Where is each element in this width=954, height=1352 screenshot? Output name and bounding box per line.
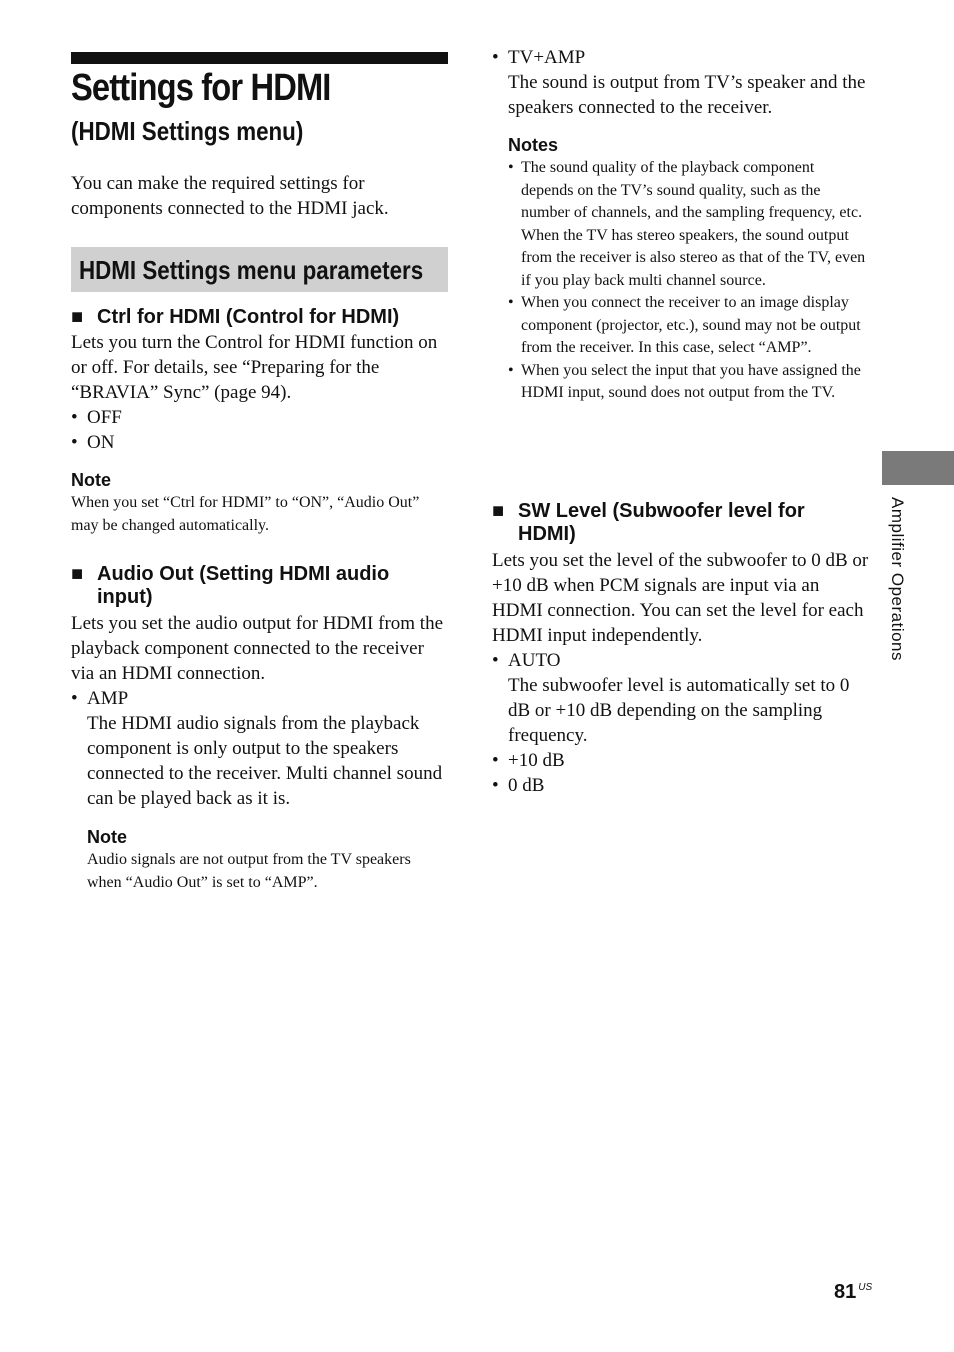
ctrl-section <box>71 306 449 537</box>
section-band <box>71 247 448 292</box>
list-item: • When you connect the receiver to an image display component (projector, etc.), sound may not be output from the receiver. In this case, select “AMP”. <box>508 292 870 360</box>
square-bullet-icon: ■ <box>71 563 84 585</box>
list-item: • 0 dB <box>492 773 872 798</box>
amp-note-heading: Note <box>87 827 127 847</box>
intro-text: You can make the required settings for components connected to the HDMI jack. <box>71 173 389 219</box>
notes-heading: Notes <box>508 135 559 155</box>
tvamp-label: TV+AMP <box>508 47 586 68</box>
audio-options-cont <box>492 45 872 120</box>
ctrl-heading-text: Ctrl for HDMI (Control for HDMI) <box>97 306 400 328</box>
notes-list <box>508 157 870 405</box>
list-item: • OFF <box>71 405 449 430</box>
list-item: • When you select the input that you have assigned the HDMI input, sound does not output from the TV. <box>508 360 870 405</box>
ctrl-note-heading: Note <box>71 470 111 490</box>
title-rule <box>71 52 448 64</box>
ctrl-options <box>71 405 449 455</box>
sw-section <box>492 500 872 798</box>
page-title: Settings for HDMI <box>71 67 331 109</box>
page-number <box>834 1281 872 1304</box>
sw-body: Lets you set the level of the subwoofer to 0 dB or +10 dB when PCM signals are input via an HDMI connection. You can set the level for each HDMI input independently. <box>492 550 869 646</box>
right-column <box>492 45 872 405</box>
ctrl-body: Lets you turn the Control for HDMI function on or off. For details, see “Preparing for the “BRAVIA” Sync” (page 94). <box>71 332 438 403</box>
auto-desc: The subwoofer level is automatically set to 0 dB or +10 dB depending on the sampling frequency. <box>508 675 850 746</box>
amp-label: AMP <box>87 688 129 709</box>
side-tab-text: Amplifier Operations <box>888 497 907 662</box>
section-heading: HDMI Settings menu parameters <box>79 255 424 285</box>
page-number-value: 81 <box>834 1281 857 1303</box>
auto-label: AUTO <box>508 650 561 671</box>
audio-heading <box>71 563 449 609</box>
list-item <box>492 648 872 748</box>
amp-note: Audio signals are not output from the TV speakers when “Audio Out” is set to “AMP”. <box>87 851 411 891</box>
amp-note-block <box>71 825 449 894</box>
list-item: • The sound quality of the playback component depends on the TV’s sound quality, such as the number of channels, and the sampling frequency, etc. When the TV has stereo speakers, the sound output from the receiver is also stereo as that of the TV, even if you play back multi channel source. <box>508 157 870 292</box>
audio-body: Lets you set the audio output for HDMI from the playback component connected to the receiver via an HDMI connection. <box>71 613 444 684</box>
square-bullet-icon: ■ <box>71 306 84 328</box>
sw-options <box>492 648 872 798</box>
list-item <box>71 686 449 811</box>
audio-section <box>71 563 449 894</box>
tvamp-desc: The sound is output from TV’s speaker and the speakers connected to the receiver. <box>508 72 866 118</box>
square-bullet-icon: ■ <box>492 500 505 522</box>
sw-heading <box>492 500 872 546</box>
page-suffix: US <box>858 1282 873 1293</box>
page-subtitle: (HDMI Settings menu) <box>71 116 304 146</box>
audio-options <box>71 686 449 811</box>
sw-heading-text: SW Level (Subwoofer level for HDMI) <box>518 500 805 545</box>
amp-desc: The HDMI audio signals from the playback component is only output to the speakers connected to the receiver. Multi channel sound can be played back as it is. <box>87 713 443 809</box>
audio-heading-text: Audio Out (Setting HDMI audio input) <box>97 563 390 608</box>
list-item: • ON <box>71 430 449 455</box>
list-item: • +10 dB <box>492 748 872 773</box>
list-item <box>492 45 872 120</box>
notes-block <box>492 133 872 405</box>
ctrl-heading <box>71 306 449 329</box>
ctrl-note: When you set “Ctrl for HDMI” to “ON”, “Audio Out” may be changed automatically. <box>71 494 420 534</box>
side-tab-marker <box>882 451 954 485</box>
